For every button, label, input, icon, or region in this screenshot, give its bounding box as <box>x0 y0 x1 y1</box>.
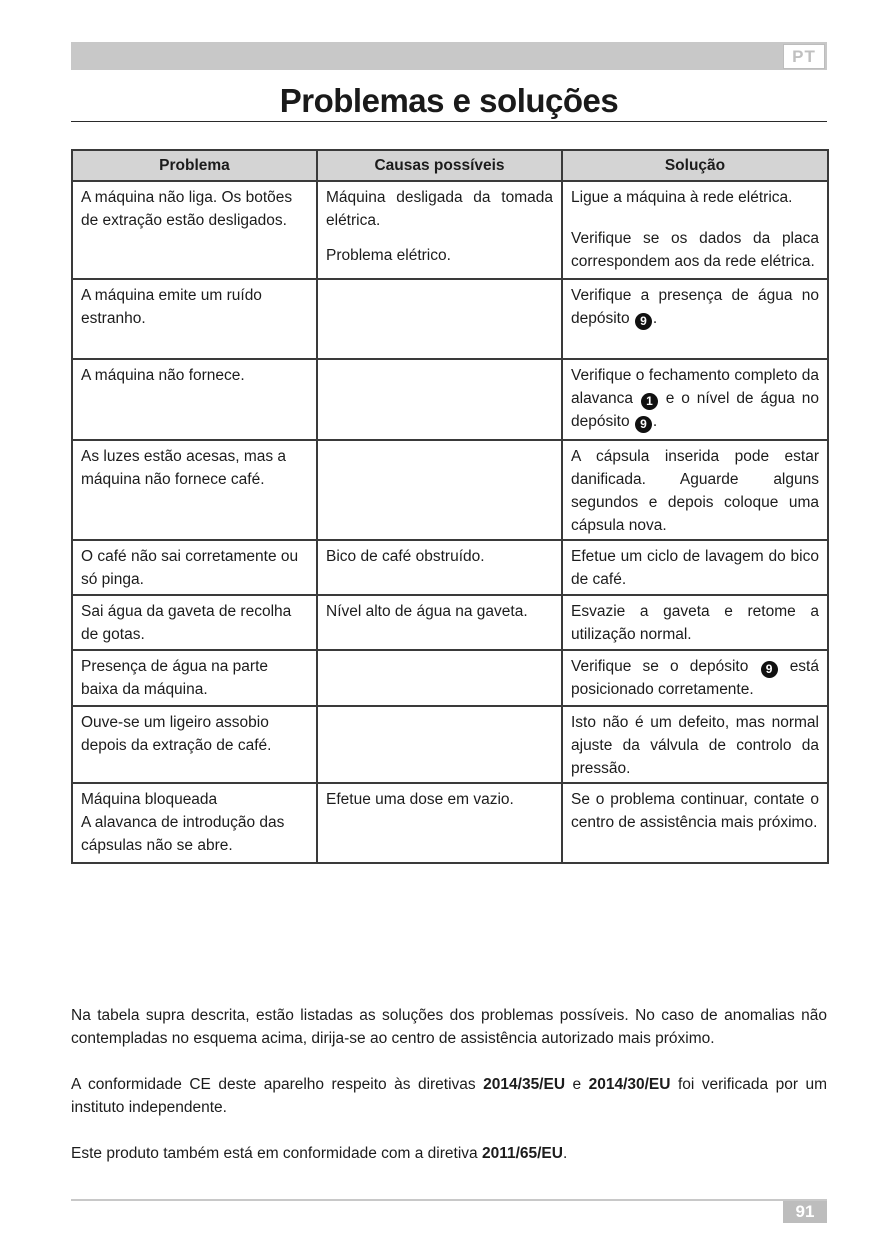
cause-text: Nível alto de água na gaveta. <box>326 603 528 620</box>
solution-cell <box>562 440 828 540</box>
cause-cell <box>317 706 562 783</box>
solution-text: está posicionado corretamente. <box>571 658 819 698</box>
cause-text: Efetue uma dose em vazio. <box>326 791 514 808</box>
cause-cell <box>317 359 562 440</box>
table-row <box>72 595 828 650</box>
table-row <box>72 181 828 279</box>
problem-cell <box>72 650 317 706</box>
notes-section <box>71 1004 827 1188</box>
column-header-solution: Solução <box>562 150 828 181</box>
problem-cell <box>72 706 317 783</box>
cause-cell <box>317 181 562 279</box>
problem-text: A máquina emite um ruído estranho. <box>81 287 262 327</box>
solution-text: Se o problema continuar, contate o centro de assistência mais próximo. <box>571 791 819 831</box>
note-paragraph: Na tabela supra descrita, estão listadas as soluções dos problemas possíveis. No caso de anomalias não contempladas no esquema acima, dirija-se ao centro de assistência autorizado mais próximo. <box>71 1007 827 1047</box>
note-text: Este produto também está em conformidade com a diretiva <box>71 1145 478 1162</box>
problem-cell <box>72 595 317 650</box>
solution-text: Verifique se o depósito <box>571 658 749 675</box>
directive-code: 2014/35/EU <box>483 1076 566 1093</box>
troubleshooting-table <box>71 149 829 864</box>
problem-cell <box>72 279 317 359</box>
table-row <box>72 706 828 783</box>
solution-text: Esvazie a gaveta e retome a utilização normal. <box>571 603 819 643</box>
page-title: Problemas e soluções <box>279 82 619 119</box>
cause-text: Máquina desligada da tomada elétrica. <box>326 189 553 229</box>
solution-cell <box>562 783 828 863</box>
cause-text: Bico de café obstruído. <box>326 548 485 565</box>
language-badge: PT <box>783 44 825 69</box>
reference-9-icon: 9 <box>635 416 652 433</box>
solution-cell <box>562 595 828 650</box>
problem-text: Máquina bloqueada <box>81 791 218 808</box>
solution-cell <box>562 706 828 783</box>
problem-cell <box>72 783 317 863</box>
cause-cell <box>317 279 562 359</box>
table-row <box>72 440 828 540</box>
problem-text: A máquina não liga. Os botões de extração estão desligados. <box>81 189 293 229</box>
note-text: foi verificada por um instituto independente. <box>71 1076 827 1116</box>
problem-text: Sai água da gaveta de recolha de gotas. <box>81 603 292 643</box>
column-header-causes: Causas possíveis <box>317 150 562 181</box>
table-row <box>72 540 828 595</box>
rohs-paragraph <box>71 1142 827 1165</box>
problem-cell <box>72 440 317 540</box>
cause-cell <box>317 650 562 706</box>
solution-text: Ligue a máquina à rede elétrica. <box>571 189 793 206</box>
solution-text: e o nível de água no depósito <box>571 390 819 430</box>
problem-text: A alavanca de introdução das cápsulas não se abre. <box>81 814 285 854</box>
table-row <box>72 783 828 863</box>
problem-cell <box>72 540 317 595</box>
cause-cell <box>317 595 562 650</box>
table-header-row <box>72 150 828 181</box>
solution-cell <box>562 650 828 706</box>
note-text: e <box>572 1076 582 1093</box>
page-number: 91 <box>783 1201 827 1223</box>
solution-text: Efetue um ciclo de lavagem do bico de café. <box>571 548 819 588</box>
reference-1-icon: 1 <box>641 393 658 410</box>
solution-text: . <box>652 310 658 327</box>
directive-code: 2011/65/EU <box>481 1145 563 1162</box>
problem-text: A máquina não fornece. <box>81 367 245 384</box>
solution-cell <box>562 359 828 440</box>
solution-text: Verifique a presença de água no depósito <box>571 287 819 327</box>
problem-cell <box>72 359 317 440</box>
cause-cell <box>317 540 562 595</box>
note-text: A conformidade CE deste aparelho respeito às diretivas <box>71 1076 476 1093</box>
solution-text: Verifique o fechamento completo da alavanca <box>571 367 819 407</box>
reference-9-icon: 9 <box>635 313 652 330</box>
solution-cell <box>562 540 828 595</box>
table-row <box>72 359 828 440</box>
table-row <box>72 650 828 706</box>
header-bar <box>71 42 827 70</box>
column-header-problem: Problema <box>72 150 317 181</box>
problem-text: O café não sai corretamente ou só pinga. <box>81 548 299 588</box>
cause-cell <box>317 783 562 863</box>
note-text: . <box>562 1145 568 1162</box>
cause-text: Problema elétrico. <box>326 247 451 264</box>
solution-text: A cápsula inserida pode estar danificada. Aguarde alguns segundos e depois coloque uma cápsula nova. <box>571 448 819 534</box>
solution-cell <box>562 181 828 279</box>
solution-cell <box>562 279 828 359</box>
problem-text: As luzes estão acesas, mas a máquina não fornece café. <box>81 448 287 488</box>
title-divider <box>71 121 827 122</box>
solution-text: Verifique se os dados da placa correspondem aos da rede elétrica. <box>571 230 819 270</box>
problem-text: Ouve-se um ligeiro assobio depois da extração de café. <box>81 714 272 754</box>
solution-text: . <box>652 413 658 430</box>
footer-divider <box>71 1199 827 1201</box>
solution-text: Isto não é um defeito, mas normal ajuste da válvula de controlo da pressão. <box>571 714 819 777</box>
ce-conformity-paragraph <box>71 1073 827 1119</box>
reference-9-icon: 9 <box>761 661 778 678</box>
table-row <box>72 279 828 359</box>
problem-text: Presença de água na parte baixa da máquina. <box>81 658 268 698</box>
problem-cell <box>72 181 317 279</box>
cause-cell <box>317 440 562 540</box>
directive-code: 2014/30/EU <box>588 1076 671 1093</box>
